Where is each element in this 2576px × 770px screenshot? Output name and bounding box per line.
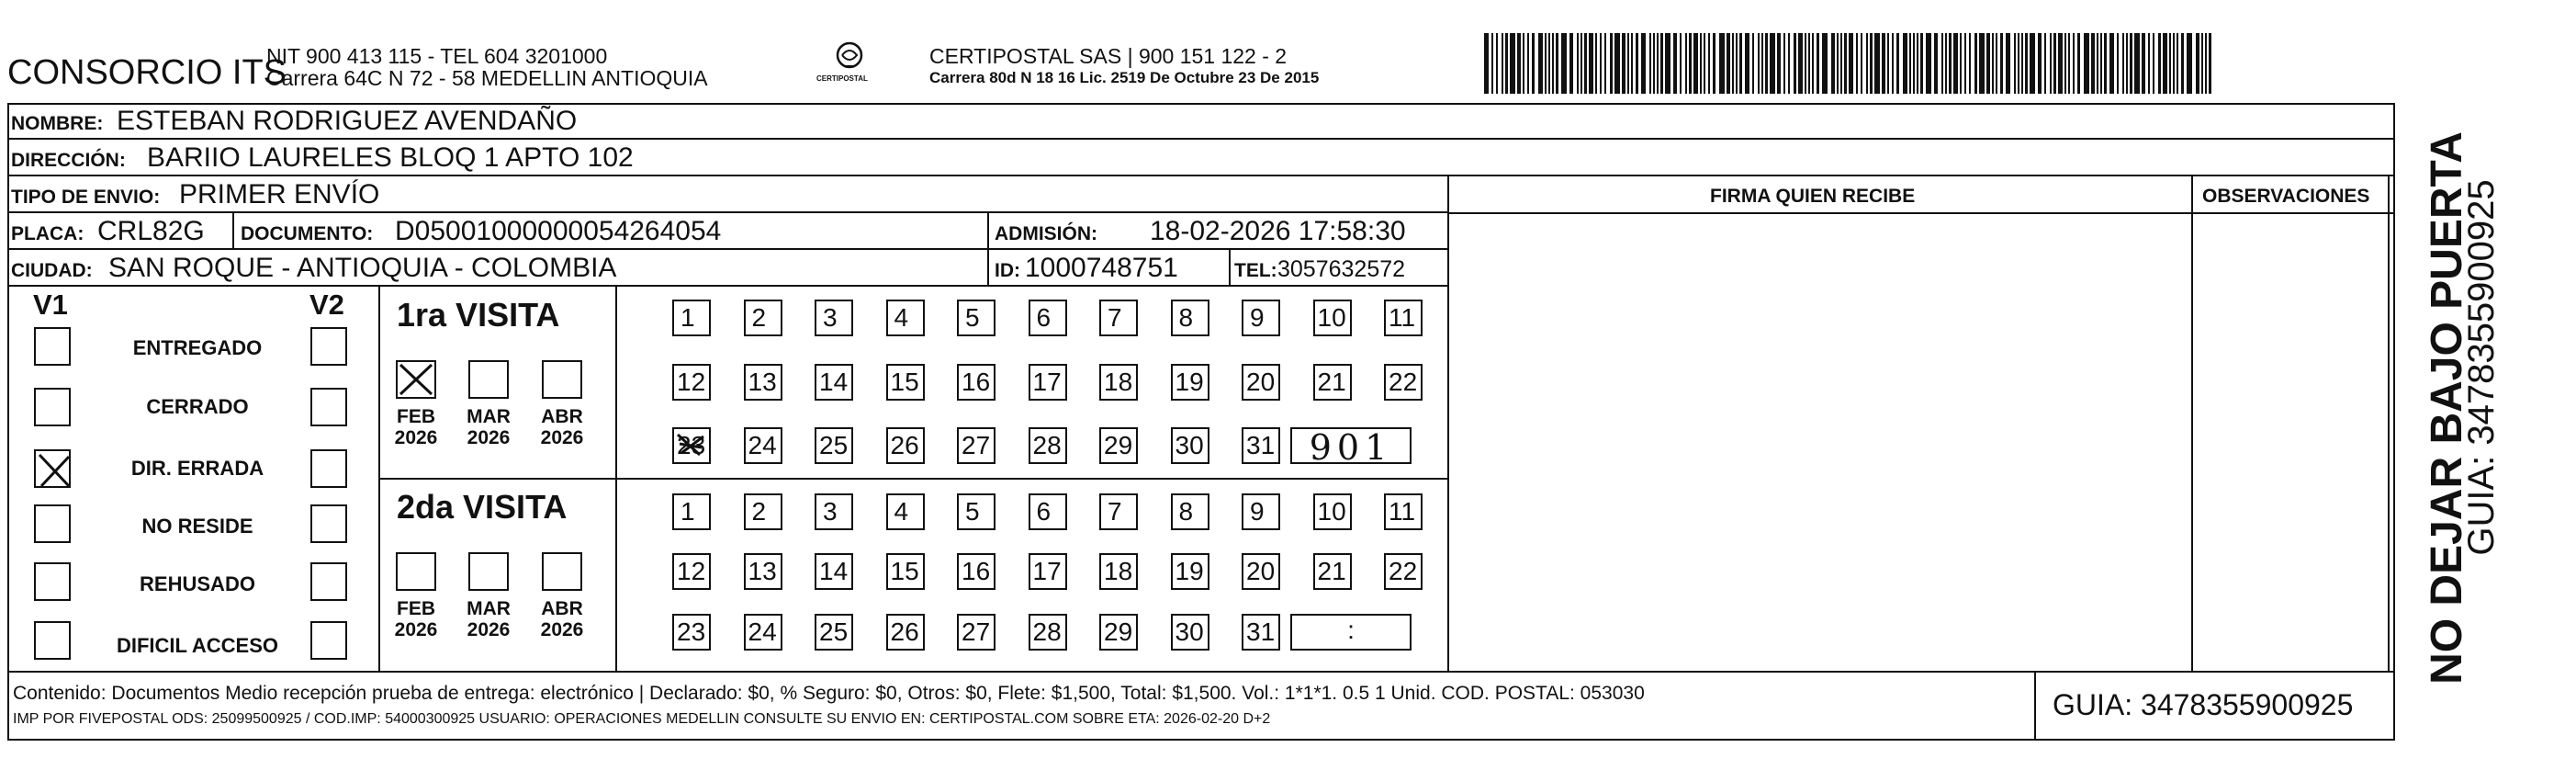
month-name: ABR	[541, 406, 583, 427]
barcode-bar	[1941, 33, 1943, 94]
day-box[interactable]: 17	[1029, 364, 1067, 401]
barcode-bar	[1685, 33, 1687, 94]
barcode-bar	[1934, 33, 1938, 94]
barcode-bar	[1532, 33, 1535, 94]
barcode-bar	[2097, 33, 2098, 94]
v1-checkbox[interactable]	[34, 327, 71, 366]
day-box[interactable]: 20	[1242, 364, 1280, 401]
barcode-bar	[1960, 33, 1962, 94]
barcode-bar	[2006, 33, 2010, 94]
side-guia: GUIA: 3478355900925	[2461, 179, 2502, 556]
courier-address: Carrera 80d N 18 16 Lic. 2519 De Octubre 23 De 2015	[929, 69, 1320, 86]
v2-checkbox[interactable]	[310, 562, 347, 601]
day-box[interactable]: 11	[1384, 493, 1423, 530]
month-label	[459, 406, 518, 448]
barcode-bar	[1752, 33, 1754, 94]
direccion-value: BARIIO LAURELES BLOQ 1 APTO 102	[147, 142, 634, 173]
v2-checkbox[interactable]	[310, 327, 347, 366]
barcode-bar	[2109, 33, 2114, 94]
day-box[interactable]: 26	[886, 427, 925, 464]
barcode-bar	[1866, 33, 1868, 94]
month-checkbox[interactable]	[396, 552, 436, 591]
month-year: 2026	[394, 619, 438, 640]
checkmark-x-icon	[36, 451, 73, 490]
barcode-bar	[1523, 33, 1524, 94]
barcode-bar	[1909, 33, 1911, 94]
barcode-bar	[2153, 33, 2154, 94]
barcode-bar	[2014, 33, 2016, 94]
direccion-label: DIRECCIÓN:	[11, 150, 126, 171]
barcode-bar	[1794, 33, 1796, 94]
barcode-bar	[1561, 33, 1567, 94]
barcode-bar	[1556, 33, 1558, 94]
scribble-icon	[672, 427, 711, 464]
barcode-bar	[1926, 33, 1931, 94]
barcode-bar	[1964, 33, 1966, 94]
v1-checkbox[interactable]	[34, 621, 71, 660]
barcode-bar	[1953, 33, 1958, 94]
barcode-bar	[1649, 33, 1651, 94]
barcode-bar	[1719, 33, 1725, 94]
status-label: DIR. ERRADA	[130, 457, 264, 480]
barcode-bar	[2053, 33, 2056, 94]
barcode-bar	[2148, 33, 2150, 94]
barcode-bar	[1812, 33, 1814, 94]
footer-imp: IMP POR FIVEPOSTAL ODS: 25099500925 / COD.IMP: 54000300925 USUARIO: OPERACIONES MEDELLIN CONSULTE SU ENVIO EN: CERTIPOSTAL.COM SOBRE ETA: 2026-02-20 D+2	[13, 711, 1271, 727]
barcode-bar	[2068, 33, 2070, 94]
barcode-bar	[1732, 33, 1734, 94]
time-box[interactable]: 901	[1290, 427, 1412, 464]
company-name: CONSORCIO ITS	[7, 53, 287, 92]
barcode-bar	[1917, 33, 1918, 94]
status-label: ENTREGADO	[132, 336, 263, 359]
admision-label: ADMISIÓN:	[995, 223, 1097, 244]
day-box[interactable]: 14	[815, 553, 853, 590]
barcode-bar	[1745, 33, 1749, 94]
barcode-bar	[1505, 33, 1508, 94]
barcode-bar	[1708, 33, 1710, 94]
barcode-bar	[1713, 33, 1715, 94]
status-label: REHUSADO	[140, 572, 255, 595]
day-box[interactable]: 3	[815, 493, 853, 530]
barcode-bar	[1657, 33, 1659, 94]
nombre-label: NOMBRE:	[11, 113, 104, 134]
checkmark-x-icon	[398, 362, 434, 397]
barcode-bar	[1844, 33, 1847, 94]
barcode-bar	[2000, 33, 2003, 94]
barcode-bar	[2084, 33, 2089, 94]
barcode-bar	[1874, 33, 1880, 94]
day-box[interactable]: 17	[1029, 553, 1067, 590]
barcode-bar	[1949, 33, 1952, 94]
barcode-bar	[2181, 33, 2184, 94]
day-box[interactable]: 12	[672, 364, 711, 401]
barcode-bar	[2025, 33, 2028, 94]
barcode-bar	[1903, 33, 1907, 94]
barcode-bar	[2058, 33, 2063, 94]
barcode-bar	[1538, 33, 1543, 94]
month-name: FEB	[397, 598, 435, 619]
day-box[interactable]: 26	[886, 614, 925, 651]
time-box[interactable]: :	[1290, 614, 1412, 651]
day-box[interactable]: 11	[1384, 300, 1423, 336]
day-box[interactable]: 1	[672, 300, 711, 336]
firma-header: FIRMA QUIEN RECIBE	[1710, 186, 1916, 207]
tel-value: 3057632572	[1277, 256, 1406, 282]
day-box[interactable]: 21	[1313, 364, 1352, 401]
month-label	[533, 598, 591, 640]
barcode-bar	[1527, 33, 1529, 94]
month-label	[533, 406, 591, 448]
day-box[interactable]: 24	[744, 614, 782, 651]
barcode-bar	[1552, 33, 1554, 94]
day-box[interactable]: 7	[1099, 493, 1138, 530]
barcode-bar	[2064, 33, 2066, 94]
day-box[interactable]: 28	[1029, 427, 1067, 464]
barcode-bar	[1610, 33, 1613, 94]
barcode-bar	[2187, 33, 2192, 94]
barcode-bar	[1491, 33, 1493, 94]
barcode-bar	[1517, 33, 1521, 94]
company-nit: NIT 900 413 115 - TEL 604 3201000	[266, 44, 608, 68]
v2-label: V2	[309, 289, 344, 321]
placa-value: CRL82G	[97, 216, 205, 246]
placa-label: PLACA:	[11, 223, 84, 244]
barcode-bar	[2196, 33, 2199, 94]
barcode-bar	[1831, 33, 1835, 94]
barcode-bar	[1665, 33, 1670, 94]
day-box[interactable]: 22	[1384, 364, 1423, 401]
day-box[interactable]: 4	[886, 300, 925, 336]
barcode-bar	[2173, 33, 2175, 94]
barcode-bar	[2030, 33, 2035, 94]
v1-checkbox[interactable]	[34, 388, 71, 426]
day-box[interactable]: 23	[672, 427, 711, 464]
barcode-bar	[1680, 33, 1682, 94]
barcode-bar	[1974, 33, 1977, 94]
day-box[interactable]: 29	[1099, 427, 1138, 464]
barcode-bar	[1700, 33, 1702, 94]
barcode-bar	[1765, 33, 1768, 94]
second-visit-label: 2da VISITA	[397, 488, 568, 526]
barcode-bar	[1622, 33, 1625, 94]
day-box[interactable]: 16	[957, 364, 996, 401]
barcode-bar	[1727, 33, 1730, 94]
barcode-bar	[1595, 33, 1597, 94]
day-box[interactable]: 21	[1313, 553, 1352, 590]
barcode-bar	[1856, 33, 1858, 94]
tel-label: TEL:	[1234, 260, 1277, 281]
day-box[interactable]: 3	[815, 300, 853, 336]
barcode-bar	[1992, 33, 1994, 94]
barcode-bar	[1979, 33, 1985, 94]
day-box[interactable]: 1	[672, 493, 711, 530]
day-box[interactable]: 19	[1171, 364, 1209, 401]
barcode-bar	[2126, 33, 2128, 94]
status-label: DIFICIL ACCESO	[116, 634, 278, 657]
barcode-bar	[1849, 33, 1853, 94]
day-box[interactable]: 31	[1242, 614, 1280, 651]
barcode	[1484, 33, 2219, 94]
id-value: 1000748751	[1025, 253, 1178, 283]
day-box[interactable]: 10	[1313, 493, 1352, 530]
v2-checkbox[interactable]	[310, 388, 347, 426]
day-box[interactable]: 16	[957, 553, 996, 590]
v2-checkbox[interactable]	[310, 621, 347, 660]
day-box[interactable]: 27	[957, 614, 996, 651]
v1-checkbox[interactable]	[34, 449, 71, 488]
ciudad-label: CIUDAD:	[11, 260, 93, 281]
barcode-bar	[1986, 33, 1990, 94]
barcode-bar	[2044, 33, 2046, 94]
barcode-bar	[1913, 33, 1915, 94]
observaciones-header: OBSERVACIONES	[2202, 186, 2370, 207]
month-name: MAR	[467, 598, 511, 619]
day-box[interactable]: 9	[1242, 493, 1280, 530]
month-name: MAR	[467, 406, 511, 427]
barcode-bar	[1569, 33, 1573, 94]
day-box[interactable]: 31	[1242, 427, 1280, 464]
barcode-bar	[2018, 33, 2019, 94]
documento-value: D05001000000054264054	[395, 216, 722, 246]
barcode-bar	[2038, 33, 2042, 94]
barcode-bar	[1548, 33, 1550, 94]
company-address: Carrera 64C N 72 - 58 MEDELLIN ANTIOQUIA	[266, 66, 708, 90]
barcode-bar	[2104, 33, 2107, 94]
barcode-bar	[1689, 33, 1692, 94]
barcode-bar	[1798, 33, 1803, 94]
status-label: NO RESIDE	[141, 515, 253, 538]
v2-checkbox[interactable]	[310, 504, 347, 543]
certipostal-logo-icon	[813, 39, 886, 92]
month-name: FEB	[397, 406, 435, 427]
barcode-bar	[2117, 33, 2119, 94]
barcode-bar	[2050, 33, 2052, 94]
day-box[interactable]: 15	[886, 553, 925, 590]
barcode-bar	[1653, 33, 1655, 94]
day-box[interactable]: 25	[815, 614, 853, 651]
tipo-envio-value: PRIMER ENVÍO	[179, 179, 380, 209]
day-box[interactable]: 2	[744, 300, 782, 336]
barcode-bar	[1636, 33, 1638, 94]
barcode-bar	[2091, 33, 2095, 94]
nombre-value: ESTEBAN RODRIGUEZ AVENDAÑO	[117, 106, 578, 136]
day-box[interactable]: 5	[957, 493, 996, 530]
barcode-bar	[2169, 33, 2171, 94]
day-box[interactable]: 14	[815, 364, 853, 401]
day-box[interactable]: 27	[957, 427, 996, 464]
barcode-bar	[1510, 33, 1515, 94]
barcode-bar	[1584, 33, 1587, 94]
ciudad-value: SAN ROQUE - ANTIOQUIA - COLOMBIA	[108, 253, 617, 283]
barcode-bar	[1822, 33, 1828, 94]
barcode-bar	[1484, 33, 1489, 94]
month-checkbox[interactable]	[468, 552, 509, 591]
barcode-bar	[1887, 33, 1889, 94]
barcode-bar	[1805, 33, 1806, 94]
barcode-bar	[1545, 33, 1547, 94]
day-box[interactable]: 5	[957, 300, 996, 336]
day-box[interactable]: 9	[1242, 300, 1280, 336]
barcode-bar	[2201, 33, 2203, 94]
barcode-bar	[1770, 33, 1775, 94]
tipo-envio-label: TIPO DE ENVIO:	[11, 187, 161, 208]
first-visit-label: 1ra VISITA	[397, 296, 560, 334]
month-year: 2026	[540, 619, 584, 640]
v1-label: V1	[33, 289, 68, 321]
barcode-bar	[1996, 33, 1997, 94]
barcode-bar	[1502, 33, 1503, 94]
barcode-bar	[1761, 33, 1763, 94]
barcode-bar	[1920, 33, 1923, 94]
day-box[interactable]: 6	[1029, 300, 1067, 336]
barcode-bar	[1589, 33, 1593, 94]
barcode-bar	[1840, 33, 1842, 94]
barcode-bar	[1808, 33, 1810, 94]
day-box[interactable]: 6	[1029, 493, 1067, 530]
month-checkbox[interactable]	[542, 552, 582, 591]
month-year: 2026	[467, 619, 511, 640]
barcode-bar	[2073, 33, 2075, 94]
barcode-bar	[1892, 33, 1894, 94]
barcode-bar	[2209, 33, 2211, 94]
month-year: 2026	[394, 427, 438, 448]
month-label	[459, 598, 518, 640]
barcode-bar	[1739, 33, 1742, 94]
day-box[interactable]: 19	[1171, 553, 1209, 590]
barcode-bar	[2021, 33, 2023, 94]
month-label	[387, 598, 445, 640]
day-box[interactable]: 20	[1242, 553, 1280, 590]
day-23-scribble	[672, 427, 711, 469]
barcode-bar	[1870, 33, 1873, 94]
month-checkbox[interactable]	[468, 360, 509, 399]
barcode-bar	[1945, 33, 1947, 94]
barcode-bar	[2142, 33, 2145, 94]
barcode-bar	[1673, 33, 1677, 94]
barcode-bar	[1577, 33, 1579, 94]
month-checkbox[interactable]	[396, 360, 436, 399]
v1-checkbox[interactable]	[34, 504, 71, 543]
barcode-bar	[2130, 33, 2132, 94]
barcode-bar	[1783, 33, 1785, 94]
day-box[interactable]: 18	[1099, 553, 1138, 590]
barcode-bar	[1580, 33, 1582, 94]
status-label: CERRADO	[146, 395, 249, 418]
day-box[interactable]: 28	[1029, 614, 1067, 651]
barcode-bar	[2100, 33, 2102, 94]
day-box[interactable]: 12	[672, 553, 711, 590]
barcode-bar	[1631, 33, 1633, 94]
day-box[interactable]: 10	[1313, 300, 1352, 336]
barcode-bar	[1777, 33, 1781, 94]
v2-checkbox[interactable]	[310, 449, 347, 488]
day-box[interactable]: 4	[886, 493, 925, 530]
admision-value: 18-02-2026 17:58:30	[1150, 216, 1406, 246]
barcode-bar	[2134, 33, 2140, 94]
day-box[interactable]: 18	[1099, 364, 1138, 401]
day-box[interactable]: 13	[744, 364, 782, 401]
side-warning: NO DEJAR BAJO PUERTA	[2423, 131, 2471, 685]
barcode-bar	[1660, 33, 1663, 94]
v1-checkbox[interactable]	[34, 562, 71, 601]
certipostal-logo	[813, 39, 886, 92]
day-box[interactable]: 24	[744, 427, 782, 464]
month-label	[387, 406, 445, 448]
day-box[interactable]: 15	[886, 364, 925, 401]
day-box[interactable]: 7	[1099, 300, 1138, 336]
day-box[interactable]: 2	[744, 493, 782, 530]
day-box[interactable]: 23	[672, 614, 711, 651]
barcode-bar	[1861, 33, 1862, 94]
barcode-bar	[1704, 33, 1705, 94]
month-year: 2026	[467, 427, 511, 448]
barcode-bar	[2158, 33, 2161, 94]
barcode-bar	[1614, 33, 1620, 94]
month-checkbox[interactable]	[542, 360, 582, 399]
day-box[interactable]: 25	[815, 427, 853, 464]
day-box[interactable]: 30	[1171, 614, 1209, 651]
barcode-bar	[1604, 33, 1606, 94]
logo-text: CERTIPOSTAL	[816, 74, 868, 83]
day-box[interactable]: 29	[1099, 614, 1138, 651]
barcode-bar	[1641, 33, 1646, 94]
day-box[interactable]: 22	[1384, 553, 1423, 590]
barcode-bar	[2163, 33, 2167, 94]
footer-content: Contenido: Documentos Medio recepción prueba de entrega: electrónico | Declarado: $0, % Seguro: $0, Otros: $0, Flete: $1,500, Total: $1,500. Vol.: 1*1*1. 0.5 1 Unid. COD. POSTAL: 053030	[13, 683, 1645, 704]
barcode-bar	[1600, 33, 1602, 94]
barcode-bar	[2122, 33, 2124, 94]
barcode-bar	[1882, 33, 1885, 94]
barcode-bar	[2077, 33, 2080, 94]
month-year: 2026	[540, 427, 584, 448]
barcode-bar	[1627, 33, 1629, 94]
barcode-bar	[1969, 33, 1971, 94]
id-label: ID:	[995, 260, 1020, 281]
day-box[interactable]: 8	[1171, 300, 1209, 336]
barcode-bar	[1736, 33, 1738, 94]
barcode-bar	[2177, 33, 2178, 94]
barcode-bar	[1896, 33, 1899, 94]
month-name: ABR	[541, 598, 583, 619]
barcode-bar	[1496, 33, 1498, 94]
barcode-bar	[1788, 33, 1790, 94]
barcode-bar	[1693, 33, 1698, 94]
barcode-bar	[1837, 33, 1839, 94]
day-box[interactable]: 8	[1171, 493, 1209, 530]
barcode-bar	[1758, 33, 1760, 94]
footer-guia: GUIA: 3478355900925	[2053, 688, 2354, 721]
documento-label: DOCUMENTO:	[241, 223, 374, 244]
barcode-bar	[2205, 33, 2207, 94]
barcode-bar	[1817, 33, 1819, 94]
day-box[interactable]: 13	[744, 553, 782, 590]
courier-name: CERTIPOSTAL SAS | 900 151 122 - 2	[929, 44, 1288, 68]
day-box[interactable]: 30	[1171, 427, 1209, 464]
